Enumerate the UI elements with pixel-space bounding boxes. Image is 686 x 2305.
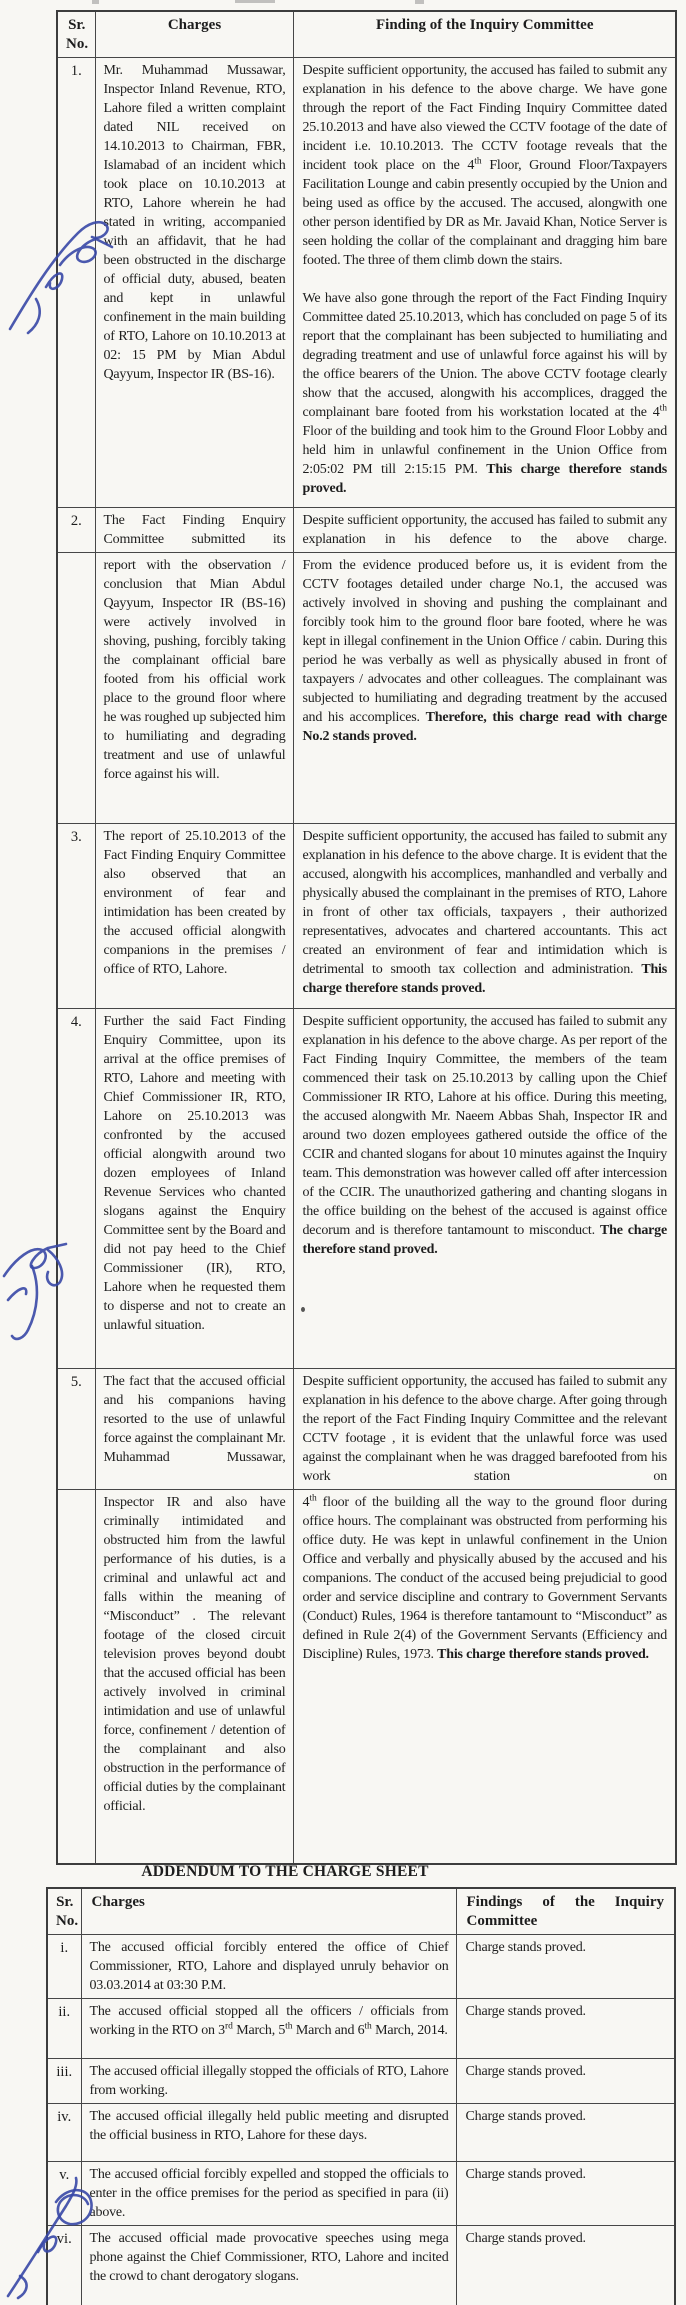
addendum-table [46, 1887, 676, 2305]
col-header-finding: Finding of the Inquiry Committee [293, 11, 676, 58]
addendum-row [47, 1935, 675, 1999]
scan-artifact [235, 0, 275, 3]
charge-text: The report of 25.10.2013 of the Fact Finding Enquiry Committee also observed that an environment of fear and intimidation has been created by the accused official alongwith companions in the premises / office of RTO, Lahore. [95, 824, 293, 1009]
charge-number [57, 553, 95, 824]
charge-row [57, 1369, 676, 1490]
addendum-row [47, 2162, 675, 2226]
charge-row [57, 58, 676, 508]
charge-text: The fact that the accused official and his companions having resorted to the use of unlawful force against the complainant Mr. Muhammad Mussawar, [95, 1369, 293, 1490]
scan-artifact [92, 0, 99, 4]
main-table-header-row [57, 11, 676, 58]
addendum-charge-text: The accused official forcibly expelled and stopped the officials to enter in the office premises for the period as specified in para (ii) above. [81, 2162, 456, 2226]
addendum-charge-text: The accused official illegally stopped the officials of RTO, Lahore from working. [81, 2059, 456, 2104]
charge-row [57, 1490, 676, 1864]
addendum-charge-number: v. [47, 2162, 81, 2226]
addendum-finding-text: Charge stands proved. [456, 1999, 675, 2059]
charge-number: 1. [57, 58, 95, 508]
finding-text: Despite sufficient opportunity, the accused has failed to submit any explanation in his defence to the above charge. After going through the report of the Fact Finding Inquiry Committee and the relevant CCTV footage , it is evident that the unlawful force was used against the complainant when he was dragged barefooted from his work station on [293, 1369, 676, 1490]
charge-row [57, 824, 676, 1009]
finding-text: Despite sufficient opportunity, the accused has failed to submit any explanation in his defence to the above charge. It is evident that the accused, alongwith his accomplices, manhandled and verbally and physically abused the complainant in the premises of RTO, Lahore in front of other tax officials, taxpayers , their authorized representatives, advocates and chartered accountants. This act created an environment of fear and intimidation which is detrimental to smooth tax collection and administration. This charge therefore stands proved. [293, 824, 676, 1009]
finding-text: Despite sufficient opportunity, the accused has failed to submit any explanation in his defence to the above charge. We have gone through the report of the Fact Finding Inquiry Committee dated 25.10.2013 and have also viewed the CCTV footage of the date of incident i.e. 10.10.2013. The CCTV footage reveals that the incident took place on the 4th Floor, Ground Floor/Taxpayers Facilitation Lounge and cabin presently occupied by the Union and being used as office by the accused. The accused, alongwith one other person identified by DR as Mr. Javaid Khan, Notice Server is seen holding the collar of the complainant and dragging him bare footed. The three of them climb down the stairs. We have also gone through the report of the Fact Finding Inquiry Committee dated 25.10.2013, which has concluded on page 5 of its report that the complainant has been subjected to humiliating and degrading treatment and use of unlawful force against his will by the office bearers of the Union. The above CCTV footage clearly show that the accused, alongwith his accomplices, dragged the complainant bare footed from his workstation located at the 4th Floor of the building and took him to the Ground Floor Lobby and held him in unlawful confinement in the Union Office from 2:05:02 PM till 2:15:15 PM. This charge therefore stands proved. [293, 58, 676, 508]
addendum-charge-number: iii. [47, 2059, 81, 2104]
charge-text: The Fact Finding Enquiry Committee submitted its [95, 508, 293, 553]
addendum-charge-text: The accused official forcibly entered the office of Chief Commissioner, RTO, Lahore and displayed unruly behavior on 03.03.2014 at 03:30 P.M. [81, 1935, 456, 1999]
col-header-charges: Charges [95, 11, 293, 58]
charge-row [57, 553, 676, 824]
addendum-charge-number: iv. [47, 2104, 81, 2162]
charge-text: Further the said Fact Finding Enquiry Committee, upon its arrival at the office premises of RTO, Lahore and meeting with Chief Commissioner IR, RTO, Lahore on 25.10.2013 was confronted by the accused official alongwith around two dozen employees of Inland Revenue Services who chanted slogans against the Enquiry Committee sent by the Board and did not pay heed to the Chief Commissioner (IR), RTO, Lahore when he requested them to disperse and not to create an unlawful situation. [95, 1009, 293, 1369]
addendum-col-header-sr-no [47, 1888, 81, 1935]
col-header-sr-no [57, 11, 95, 58]
inquiry-findings-table [56, 10, 677, 1865]
addendum-charge-text: The accused official illegally held public meeting and disrupted the official business in RTO, Lahore for these days. [81, 2104, 456, 2162]
addendum-finding-text: Charge stands proved. [456, 2226, 675, 2305]
sr-label-line2: No. [56, 1913, 79, 1929]
addendum-row [47, 2059, 675, 2104]
charge-number: 3. [57, 824, 95, 1009]
addendum-finding-text: Charge stands proved. [456, 2104, 675, 2162]
addendum-col-header-charges: Charges [81, 1888, 456, 1935]
addendum-heading: ADDENDUM TO THE CHARGE SHEET [141, 1863, 429, 1880]
sr-label-line2: No. [66, 36, 89, 52]
addendum-row [47, 1999, 675, 2059]
addendum-charge-number: vi. [47, 2226, 81, 2305]
addendum-finding-text: Charge stands proved. [456, 2059, 675, 2104]
charge-text: Mr. Muhammad Mussawar, Inspector Inland Revenue, RTO, Lahore filed a written complaint dated NIL received on 14.10.2013 to Chairman, FBR, Islamabad of an incident which took place on 10.10.2013 at RTO, Lahore wherein he had stated in writing, accompanied with an affidavit, that he had been obstructed in the discharge of official duty, abused, beaten and kept in unlawful confinement in the main building of RTO, Lahore on 10.10.2013 at 02: 15 PM by Mian Abdul Qayyum, Inspector IR (BS-16). [95, 58, 293, 508]
charge-text: Inspector IR and also have criminally intimidated and obstructed him from the lawful performance of his duties, is a criminal and unlawful act and falls within the meaning of “Misconduct” . The relevant footage of the closed circuit television proves beyond doubt that the accused official has been actively involved in criminal intimidation and use of unlawful force, confinement / detention of the complainant and also obstruction in the performance of official duties by the complainant official. [95, 1490, 293, 1864]
finding-text: 4th floor of the building all the way to the ground floor during office hours. The complainant was obstructed from performing his office duty. He was kept in unlawful confinement in the Union Office and verbally and physically abused by the accused and his companions. The conduct of the accused being prejudicial to good order and service discipline and contrary to Government Servants (Conduct) Rules, 1964 is therefore tantamount to “Misconduct” as defined in Rule 2(4) of the Government Servants (Efficiency and Discipline) Rules, 1973. This charge therefore stands proved. [293, 1490, 676, 1864]
addendum-charge-text: The accused official made provocative speeches using mega phone against the Chief Commissioner, RTO, Lahore and incited the crowd to chant derogatory slogans. [81, 2226, 456, 2305]
charge-row [57, 508, 676, 553]
sr-label-line1: Sr. [56, 1894, 74, 1910]
scan-ink-dot [301, 1307, 305, 1312]
addendum-finding-text: Charge stands proved. [456, 2162, 675, 2226]
addendum-col-header-findings: Findings of the Inquiry Committee [456, 1888, 675, 1935]
charge-number: 4. [57, 1009, 95, 1369]
scan-artifact [415, 0, 424, 4]
addendum-row [47, 2104, 675, 2162]
addendum-charge-number: ii. [47, 1999, 81, 2059]
finding-text: From the evidence produced before us, it is evident from the CCTV footages detailed under charge No.1, the accused was actively involved in shoving and pushing the complainant and forcibly took him to the ground floor bare footed, where he was kept in illegal confinement in the Union Office / cabin. During this period he was verbally as well as physically abused in front of taxpayers / advocates and other colleagues. The complainant was subjected to humiliating and degrading treatment by the accused and his accomplices. Therefore, this charge read with charge No.2 stands proved. [293, 553, 676, 824]
charge-number: 5. [57, 1369, 95, 1490]
charge-number [57, 1490, 95, 1864]
charge-row [57, 1009, 676, 1369]
addendum-charge-text: The accused official stopped all the officers / officials from working in the RTO on 3rd March, 5th March and 6th March, 2014. [81, 1999, 456, 2059]
addendum-finding-text: Charge stands proved. [456, 1935, 675, 1999]
addendum-row [47, 2226, 675, 2305]
finding-text: Despite sufficient opportunity, the accused has failed to submit any explanation in his defence to the above charge. [293, 508, 676, 553]
charge-text: report with the observation / conclusion that Mian Abdul Qayyum, Inspector IR (BS-16) were actively involved in shoving, pushing, forcibly taking the complainant official bare footed from his official work place to the ground floor where he was roughed up subjected him to humiliating and degrading treatment and use of unlawful force against his will. [95, 553, 293, 824]
charge-number: 2. [57, 508, 95, 553]
sr-label-line1: Sr. [68, 17, 86, 33]
addendum-table-header-row [47, 1888, 675, 1935]
finding-text: Despite sufficient opportunity, the accused has failed to submit any explanation in his defence to the above charge. As per report of the Fact Finding Inquiry Committee, the members of the team commenced their task on 25.10.2013 by calling upon the Chief Commissioner IR RTO, Lahore at his office. During this meeting, the accused alongwith Mr. Naeem Abbas Shah, Inspector IR and around two dozen employees gathered outside the office of the CCIR and chanted slogans for about 10 minutes against the Inquiry team. This demonstration was however called off after intercession of the CCIR. The unauthorized gathering and chanting slogans in the office building on the behest of the accused is against office decorum and is therefore tantamount to misconduct. The charge therefore stand proved. [293, 1009, 676, 1369]
addendum-charge-number: i. [47, 1935, 81, 1999]
